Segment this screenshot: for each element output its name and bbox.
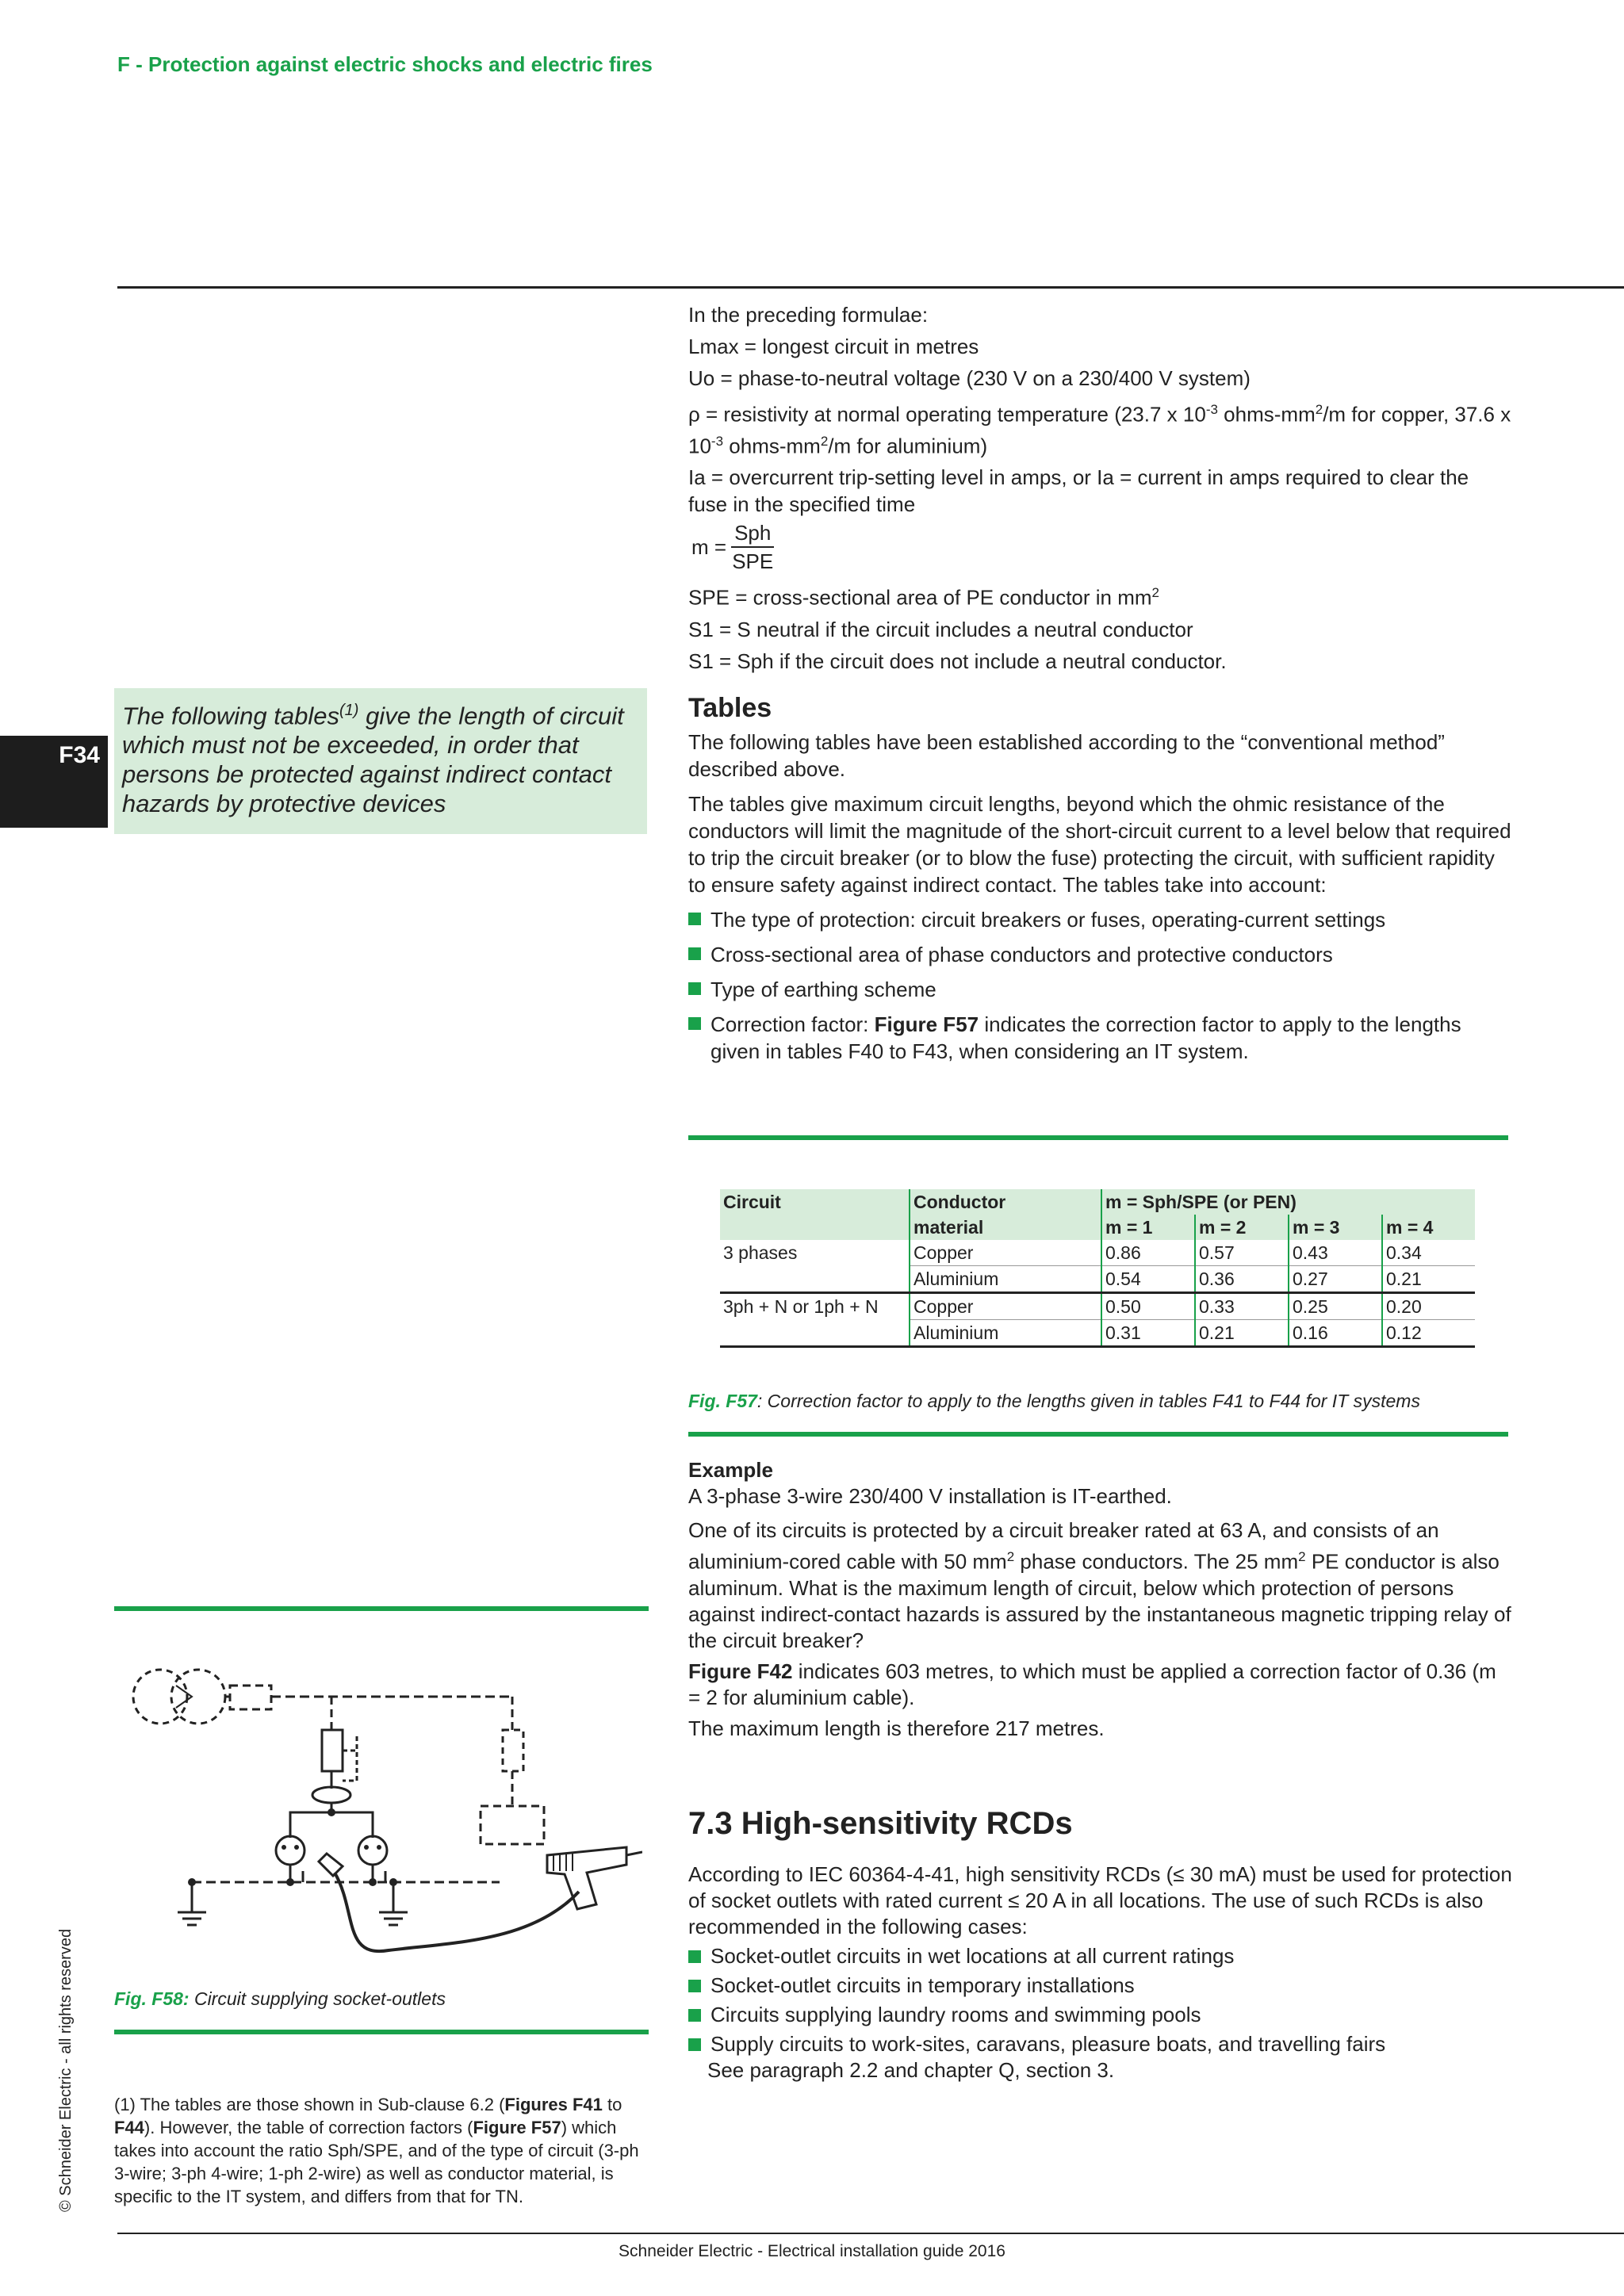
bottom-rule — [117, 2233, 1624, 2234]
see-reference: See paragraph 2.2 and chapter Q, section 3. — [707, 2058, 1115, 2082]
main-column — [688, 301, 1513, 1065]
footnote: (1) The tables are those shown in Sub-clause 6.2 (Figures F41 to F44). However, the table of correction factors (Figure F57) which takes into account the ratio Sph/SPE, and of the type of circuit (3-ph 3-wire; 3-ph 4-wire; 1-ph 2-wire) as well as conductor material, is specific to the IT system, and differs from that for TN. — [114, 2095, 639, 2206]
table-header-circuit: Circuit — [720, 1189, 910, 1215]
socket-circuit-diagram — [119, 1657, 642, 1974]
bullet-square-icon — [688, 1980, 701, 1992]
fig57-bottom-rule — [688, 1432, 1508, 1437]
example-heading: Example — [688, 1458, 773, 1482]
table-header-m2: m = 2 — [1195, 1215, 1289, 1240]
table-header-m4: m = 4 — [1382, 1215, 1475, 1240]
bullet-laundry: Circuits supplying laundry rooms and swimming pools — [688, 2002, 1513, 2028]
m-formula — [691, 519, 1513, 575]
rcd-paragraph: According to IEC 60364-4-41, high sensitivity RCDs (≤ 30 mA) must be used for protection of socket outlets with rated current ≤ 20 A in all locations. The use of such RCDs is also recommended in the following cases: — [688, 1862, 1512, 1938]
rho-definition: ρ = resistivity at normal operating temperature (23.7 x $10^{-3}$ ohms-$mm^2/m$ for copper, 37.6 x $10^{-3}$ ohms-$mm^2/m$ for aluminium) — [688, 402, 1511, 458]
table-header-m1: m = 1 — [1101, 1215, 1195, 1240]
lmax-definition: Lmax = longest circuit in metres — [688, 335, 979, 358]
bullet-worksites: Supply circuits to work-sites, caravans, pleasure boats, and travelling fairs — [688, 2031, 1513, 2057]
fig58-top-rule — [114, 1606, 649, 1611]
table-row: 3ph + N or 1ph + N Copper 0.50 0.33 0.25 0.20 — [720, 1293, 1475, 1320]
rcd-device — [322, 1730, 343, 1771]
table-header-m3: m = 3 — [1289, 1215, 1382, 1240]
top-rule — [117, 286, 1624, 289]
bullet-square-icon — [688, 2009, 701, 2022]
example-paragraph-1: A 3-phase 3-wire 230/400 V installation is IT-earthed. — [688, 1484, 1172, 1508]
m-formula-lhs: m = — [691, 535, 727, 560]
bullet-square-icon — [688, 1017, 701, 1030]
table-header-material: material — [910, 1215, 1101, 1240]
tables-paragraph-2: The tables give maximum circuit lengths, beyond which the ohmic resistance of the conductors will limit the magnitude of the short-circuit current to a level below that required to trip the circuit breaker (or to blow the fuse) protecting the circuit, with sufficient rapidity to ensure safety against indirect contact. The tables take into account: — [688, 791, 1511, 897]
example-paragraph-3: Figure F42 indicates 603 metres, to which must be applied a correction factor of 0.36 (m = 2 for aluminium cable). — [688, 1659, 1496, 1709]
copyright-notice: © Schneider Electric - all rights reserved — [57, 1928, 75, 2212]
uo-definition: Uo = phase-to-neutral voltage (230 V on a 230/400 V system) — [688, 366, 1251, 390]
tables-paragraph-1: The following tables have been established according to the “conventional method” described above. — [688, 729, 1445, 781]
bullet-square-icon — [688, 1950, 701, 1963]
table-header-m: m = Sph/SPE (or PEN) — [1101, 1189, 1475, 1215]
bullet-temporary: Socket-outlet circuits in temporary installations — [688, 1973, 1513, 1999]
running-header: F - Protection against electric shocks and electric fires — [117, 52, 653, 76]
formulae-intro: In the preceding formulae: — [688, 303, 929, 327]
bullet-square-icon — [688, 982, 701, 995]
table-row: 3 phases Copper 0.86 0.57 0.43 0.34 — [720, 1240, 1475, 1266]
fig57-caption: Fig. F57: Correction factor to apply to the lengths given in tables F41 to F44 for IT systems — [688, 1391, 1420, 1411]
bullet-square-icon — [688, 2038, 701, 2051]
fig58-caption: Fig. F58: Circuit supplying socket-outlets — [114, 1988, 446, 2009]
plug — [319, 1854, 343, 1876]
breaker-box — [230, 1686, 271, 1709]
table-header-conductor: Conductor — [910, 1189, 1101, 1215]
transformer-symbol — [176, 1686, 192, 1708]
socket-outlet-2 — [358, 1836, 387, 1865]
rcd-block — [688, 1862, 1513, 2084]
fig58-bottom-rule — [114, 2030, 649, 2034]
bullet-cross-section: Cross-sectional area of phase conductors and protective conductors — [688, 941, 1513, 968]
ia-definition: Ia = overcurrent trip-setting level in amps, or Ia = current in amps required to clear the fuse in the specified time — [688, 465, 1469, 517]
example-block — [688, 1457, 1513, 1742]
right-breaker — [503, 1730, 523, 1771]
page-footer: Schneider Electric - Electrical installation guide 2016 — [619, 2242, 1005, 2260]
bullet-correction-factor: Correction factor: Figure F57 indicates the correction factor to apply to the lengths given in tables F40 to F43, when considering an IT system. — [688, 1011, 1513, 1065]
table-row: Aluminium 0.54 0.36 0.27 0.21 — [720, 1266, 1475, 1293]
transformer-coil-2 — [171, 1670, 225, 1724]
toroid-sensor — [312, 1787, 350, 1803]
bullet-wet-locations: Socket-outlet circuits in wet locations at all current ratings — [688, 1943, 1513, 1969]
bullet-protection-type: The type of protection: circuit breakers or fuses, operating-current settings — [688, 906, 1513, 933]
tables-heading: Tables — [688, 692, 772, 723]
fig57-top-rule — [688, 1135, 1508, 1140]
m-denominator: SPE — [732, 549, 774, 574]
bullet-square-icon — [688, 947, 701, 960]
m-numerator: Sph — [731, 519, 774, 548]
socket-outlet-1 — [276, 1836, 304, 1865]
example-paragraph-2: One of its circuits is protected by a circuit breaker rated at 63 A, and consists of an aluminium-cored cable with 50 $mm^2$ phase conductors. The 25 $mm^2$ PE conductor is also aluminum. What is the maximum length of circuit, below which protection of persons against indirect-contact hazards is assured by the instantaneous magnetic tripping relay of the circuit breaker? — [688, 1518, 1511, 1652]
side-note: The following tables$^{(1)}$ give the length of circuit which must not be exceeded, in order that persons be protected against indirect contact hazards by protective devices — [114, 688, 647, 834]
s1-neutral-definition: S1 = S neutral if the circuit includes a neutral conductor — [688, 617, 1193, 641]
s1-sph-definition: S1 = Sph if the circuit does not include a neutral conductor. — [688, 649, 1227, 673]
bullet-square-icon — [688, 913, 701, 925]
spe-definition: SPE = cross-sectional area of PE conductor in $mm^2$ — [688, 585, 1159, 610]
right-load-box — [481, 1806, 544, 1844]
example-paragraph-4: The maximum length is therefore 217 metres. — [688, 1716, 1105, 1740]
section-heading-7-3: 7.3 High-sensitivity RCDs — [688, 1806, 1073, 1841]
table-row: Aluminium 0.31 0.21 0.16 0.12 — [720, 1320, 1475, 1347]
bullet-earthing: Type of earthing scheme — [688, 976, 1513, 1003]
page-number: F34 — [59, 742, 100, 768]
page-tab — [0, 736, 108, 828]
correction-factor-table — [720, 1189, 1475, 1348]
drill-tool — [547, 1847, 642, 1909]
